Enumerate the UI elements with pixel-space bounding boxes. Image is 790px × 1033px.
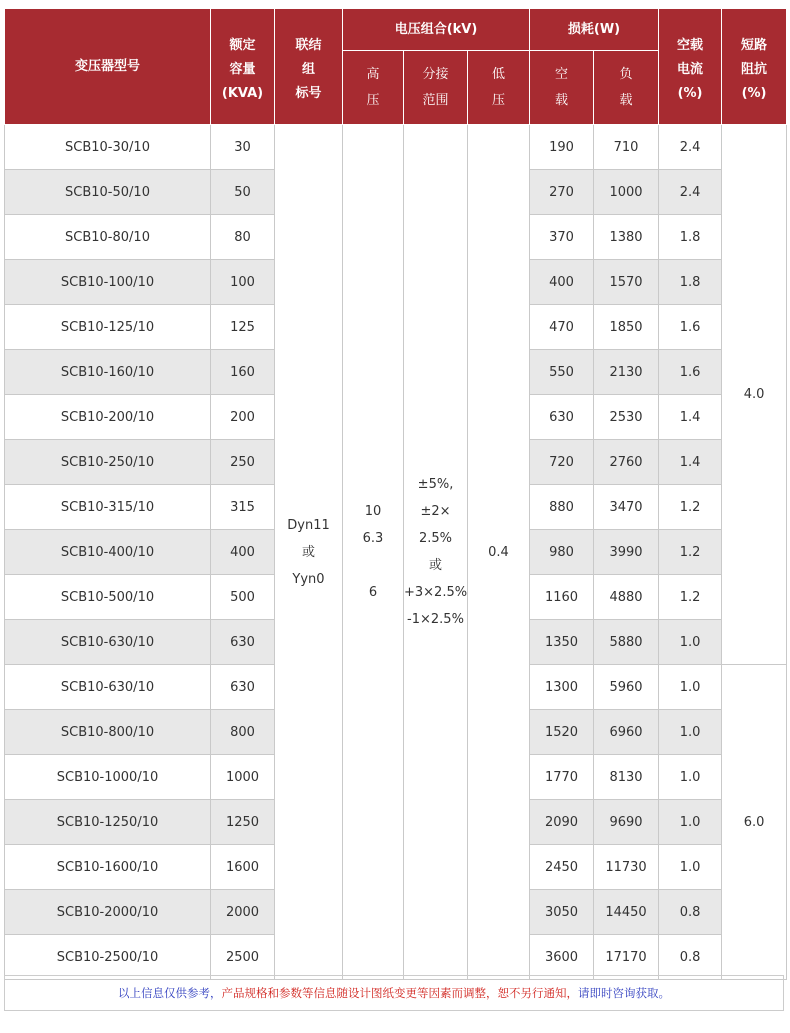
cell-load-loss: 2530 bbox=[594, 395, 659, 440]
cell-load-loss: 2760 bbox=[594, 440, 659, 485]
header-impedance: 短路 阻抗 (%) bbox=[722, 9, 787, 125]
header-capacity: 额定 容量 (KVA) bbox=[211, 9, 275, 125]
header-noload-loss: 空 载 bbox=[530, 51, 594, 125]
cell-noload-current: 1.0 bbox=[659, 620, 722, 665]
cell-model: SCB10-100/10 bbox=[5, 260, 211, 305]
header-model: 变压器型号 bbox=[5, 9, 211, 125]
cell-load-loss: 3990 bbox=[594, 530, 659, 575]
cell-model: SCB10-315/10 bbox=[5, 485, 211, 530]
cell-load-loss: 2130 bbox=[594, 350, 659, 395]
cell-vector-group-line: Yyn0 bbox=[292, 571, 325, 587]
cell-model: SCB10-50/10 bbox=[5, 170, 211, 215]
cell-model: SCB10-160/10 bbox=[5, 350, 211, 395]
cell-hv-line bbox=[343, 552, 403, 579]
cell-load-loss: 1000 bbox=[594, 170, 659, 215]
disclaimer-note bbox=[4, 975, 784, 1011]
cell-noload-current: 0.8 bbox=[659, 935, 722, 980]
cell-capacity: 315 bbox=[211, 485, 275, 530]
cell-noload-loss: 3050 bbox=[530, 890, 594, 935]
cell-load-loss: 1380 bbox=[594, 215, 659, 260]
cell-capacity: 100 bbox=[211, 260, 275, 305]
cell-noload-current: 0.8 bbox=[659, 890, 722, 935]
cell-noload-current: 1.6 bbox=[659, 350, 722, 395]
cell-tap-range-line: 2.5% bbox=[418, 531, 453, 546]
table-body bbox=[5, 125, 787, 980]
cell-noload-current: 1.4 bbox=[659, 395, 722, 440]
cell-tap-range-line: -1×2.5% bbox=[407, 612, 464, 627]
cell-capacity: 2000 bbox=[211, 890, 275, 935]
cell-capacity: 630 bbox=[211, 620, 275, 665]
cell-noload-current: 1.0 bbox=[659, 845, 722, 890]
cell-load-loss: 14450 bbox=[594, 890, 659, 935]
cell-model: SCB10-250/10 bbox=[5, 440, 211, 485]
cell-model: SCB10-2500/10 bbox=[5, 935, 211, 980]
cell-noload-loss: 1770 bbox=[530, 755, 594, 800]
cell-impedance-4: 4.0 bbox=[722, 125, 787, 665]
cell-noload-loss: 1300 bbox=[530, 665, 594, 710]
cell-tap-range-line: 或 bbox=[428, 558, 442, 573]
cell-noload-loss: 370 bbox=[530, 215, 594, 260]
cell-noload-loss: 1160 bbox=[530, 575, 594, 620]
header-loss: 损耗(W) bbox=[530, 9, 659, 51]
cell-noload-loss: 2090 bbox=[530, 800, 594, 845]
cell-model: SCB10-1000/10 bbox=[5, 755, 211, 800]
cell-load-loss: 8130 bbox=[594, 755, 659, 800]
cell-noload-current: 1.0 bbox=[659, 665, 722, 710]
cell-capacity: 80 bbox=[211, 215, 275, 260]
cell-model: SCB10-2000/10 bbox=[5, 890, 211, 935]
cell-hv bbox=[343, 125, 404, 980]
cell-noload-loss: 470 bbox=[530, 305, 594, 350]
cell-noload-loss: 400 bbox=[530, 260, 594, 305]
cell-tap-range bbox=[404, 125, 468, 980]
cell-noload-current: 1.8 bbox=[659, 215, 722, 260]
header-vector-group: 联结 组 标号 bbox=[275, 9, 343, 125]
cell-noload-loss: 1350 bbox=[530, 620, 594, 665]
cell-model: SCB10-80/10 bbox=[5, 215, 211, 260]
cell-hv-line: 6 bbox=[368, 585, 378, 600]
disclaimer-part3: 请即时咨询获取。 bbox=[578, 986, 670, 1000]
cell-noload-current: 1.6 bbox=[659, 305, 722, 350]
header-tap-range: 分接 范围 bbox=[404, 51, 468, 125]
cell-tap-range-line: ±5%, bbox=[417, 477, 454, 492]
cell-capacity: 400 bbox=[211, 530, 275, 575]
cell-load-loss: 11730 bbox=[594, 845, 659, 890]
cell-noload-current: 2.4 bbox=[659, 170, 722, 215]
cell-noload-loss: 630 bbox=[530, 395, 594, 440]
cell-capacity: 200 bbox=[211, 395, 275, 440]
transformer-spec-table bbox=[4, 8, 787, 980]
cell-noload-loss: 980 bbox=[530, 530, 594, 575]
table-header bbox=[5, 9, 787, 125]
cell-load-loss: 9690 bbox=[594, 800, 659, 845]
cell-tap-range-line: +3×2.5% bbox=[404, 585, 468, 600]
cell-noload-loss: 2450 bbox=[530, 845, 594, 890]
cell-tap-range-line: ±2× bbox=[420, 504, 451, 519]
cell-load-loss: 710 bbox=[594, 125, 659, 170]
cell-noload-current: 1.8 bbox=[659, 260, 722, 305]
cell-load-loss: 17170 bbox=[594, 935, 659, 980]
cell-capacity: 30 bbox=[211, 125, 275, 170]
cell-noload-current: 1.2 bbox=[659, 575, 722, 620]
cell-model: SCB10-500/10 bbox=[5, 575, 211, 620]
table-row bbox=[5, 125, 787, 170]
cell-noload-current: 1.0 bbox=[659, 800, 722, 845]
cell-capacity: 160 bbox=[211, 350, 275, 395]
cell-model: SCB10-1600/10 bbox=[5, 845, 211, 890]
cell-noload-loss: 270 bbox=[530, 170, 594, 215]
header-hv: 高 压 bbox=[343, 51, 404, 125]
header-voltage-combination: 电压组合(kV) bbox=[343, 9, 530, 51]
cell-vector-group bbox=[275, 125, 343, 980]
cell-capacity: 1250 bbox=[211, 800, 275, 845]
cell-noload-current: 1.2 bbox=[659, 485, 722, 530]
header-lv: 低 压 bbox=[468, 51, 530, 125]
cell-load-loss: 5880 bbox=[594, 620, 659, 665]
cell-model: SCB10-200/10 bbox=[5, 395, 211, 440]
disclaimer-part1: 以上信息仅供参考， bbox=[118, 986, 222, 1000]
cell-capacity: 630 bbox=[211, 665, 275, 710]
cell-capacity: 50 bbox=[211, 170, 275, 215]
header-noload-current: 空载 电流 (%) bbox=[659, 9, 722, 125]
cell-vector-group-line: 或 bbox=[301, 544, 315, 560]
cell-noload-loss: 550 bbox=[530, 350, 594, 395]
cell-impedance-6: 6.0 bbox=[722, 665, 787, 980]
cell-capacity: 250 bbox=[211, 440, 275, 485]
cell-noload-current: 2.4 bbox=[659, 125, 722, 170]
cell-noload-loss: 190 bbox=[530, 125, 594, 170]
cell-model: SCB10-630/10 bbox=[5, 665, 211, 710]
disclaimer-part2: 产品规格和参数等信息随设计图纸变更等因素而调整，恕不另行通知， bbox=[221, 986, 578, 1000]
cell-capacity: 1600 bbox=[211, 845, 275, 890]
cell-noload-current: 1.0 bbox=[659, 710, 722, 755]
cell-load-loss: 1570 bbox=[594, 260, 659, 305]
cell-noload-loss: 3600 bbox=[530, 935, 594, 980]
cell-capacity: 500 bbox=[211, 575, 275, 620]
cell-vector-group-line: Dyn11 bbox=[287, 517, 330, 533]
cell-load-loss: 4880 bbox=[594, 575, 659, 620]
cell-load-loss: 3470 bbox=[594, 485, 659, 530]
cell-model: SCB10-1250/10 bbox=[5, 800, 211, 845]
header-load-loss: 负 载 bbox=[594, 51, 659, 125]
cell-hv-line: 10 bbox=[364, 504, 382, 519]
cell-noload-current: 1.4 bbox=[659, 440, 722, 485]
cell-capacity: 2500 bbox=[211, 935, 275, 980]
cell-load-loss: 5960 bbox=[594, 665, 659, 710]
cell-model: SCB10-630/10 bbox=[5, 620, 211, 665]
cell-model: SCB10-30/10 bbox=[5, 125, 211, 170]
cell-noload-loss: 880 bbox=[530, 485, 594, 530]
cell-load-loss: 6960 bbox=[594, 710, 659, 755]
cell-hv-line: 6.3 bbox=[362, 531, 384, 546]
cell-model: SCB10-125/10 bbox=[5, 305, 211, 350]
cell-noload-loss: 1520 bbox=[530, 710, 594, 755]
cell-noload-current: 1.2 bbox=[659, 530, 722, 575]
cell-capacity: 1000 bbox=[211, 755, 275, 800]
cell-load-loss: 1850 bbox=[594, 305, 659, 350]
cell-noload-current: 1.0 bbox=[659, 755, 722, 800]
cell-noload-loss: 720 bbox=[530, 440, 594, 485]
cell-model: SCB10-400/10 bbox=[5, 530, 211, 575]
cell-lv: 0.4 bbox=[468, 125, 530, 980]
spec-table-wrapper bbox=[4, 8, 786, 980]
cell-capacity: 125 bbox=[211, 305, 275, 350]
cell-model: SCB10-800/10 bbox=[5, 710, 211, 755]
cell-capacity: 800 bbox=[211, 710, 275, 755]
